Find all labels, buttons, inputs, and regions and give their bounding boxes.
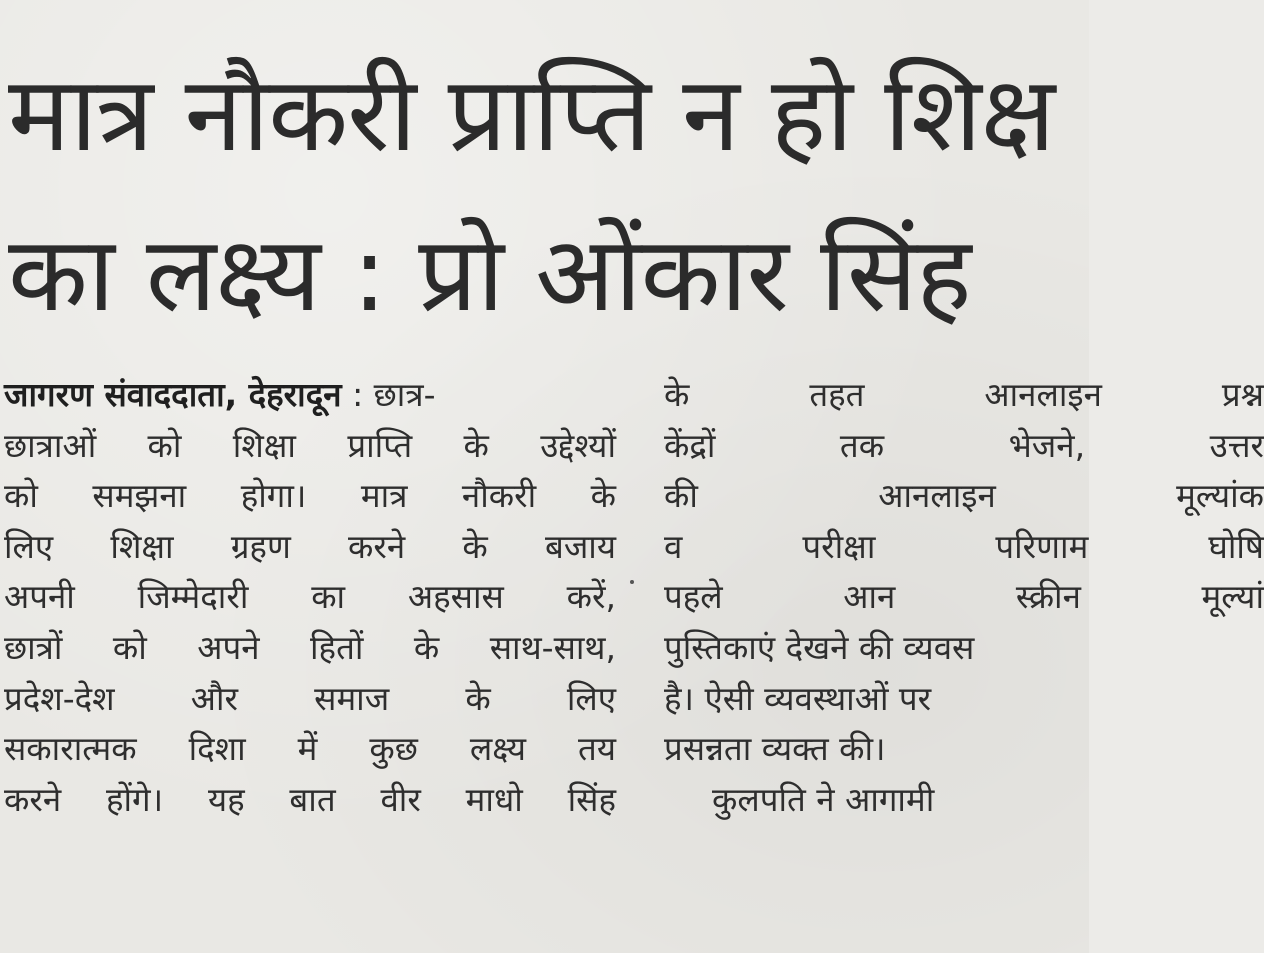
article-line: करने होंगे। यह बात वीर माधो सिंह [4,779,616,819]
article-line: है। ऐसी व्यवस्थाओं पर [664,678,932,718]
article-line: व परीक्षा परिणाम घोषि [664,526,1264,566]
article-line-text: : छात्र- [341,375,436,414]
article-line: पुस्तिकाएं देखने की व्यवस [664,627,975,667]
article-line: लिए शिक्षा ग्रहण करने के बजाय [4,526,616,566]
article-line: के तहत आनलाइन प्रश्न [664,375,1264,414]
article-line [4,370,616,421]
article-line: छात्राओं को शिक्षा प्राप्ति के उद्देश्यों [4,425,616,465]
article-line: छात्रों को अपने हितों के साथ-साथ, [4,627,616,667]
headline-line-2: का लक्ष्य : प्रो ओंकार सिंह [8,213,971,335]
print-speck [630,580,634,584]
article-line: अपनी जिम्मेदारी का अहसास करें, [4,577,616,617]
byline: जागरण संवाददाता, देहरादून [4,375,342,414]
article-line: प्रसन्नता व्यक्त की। [664,729,886,769]
article-line: को समझना होगा। मात्र नौकरी के [4,476,616,516]
article-line: सकारात्मक दिशा में कुछ लक्ष्य तय [4,729,616,769]
article-line: की आनलाइन मूल्यांक [664,476,1264,516]
article-line: केंद्रों तक भेजने, उत्तर [664,425,1264,465]
article-line: प्रदेश-देश और समाज के लिए [4,678,616,718]
article-line: कुलपति ने आगामी [712,779,935,819]
article-line: पहले आन स्क्रीन मूल्यां [664,577,1264,617]
article-column-right [664,370,1264,825]
article-column-left [4,370,616,825]
headline-line-1: मात्र नौकरी प्राप्ति न हो शिक्ष [8,53,1055,175]
